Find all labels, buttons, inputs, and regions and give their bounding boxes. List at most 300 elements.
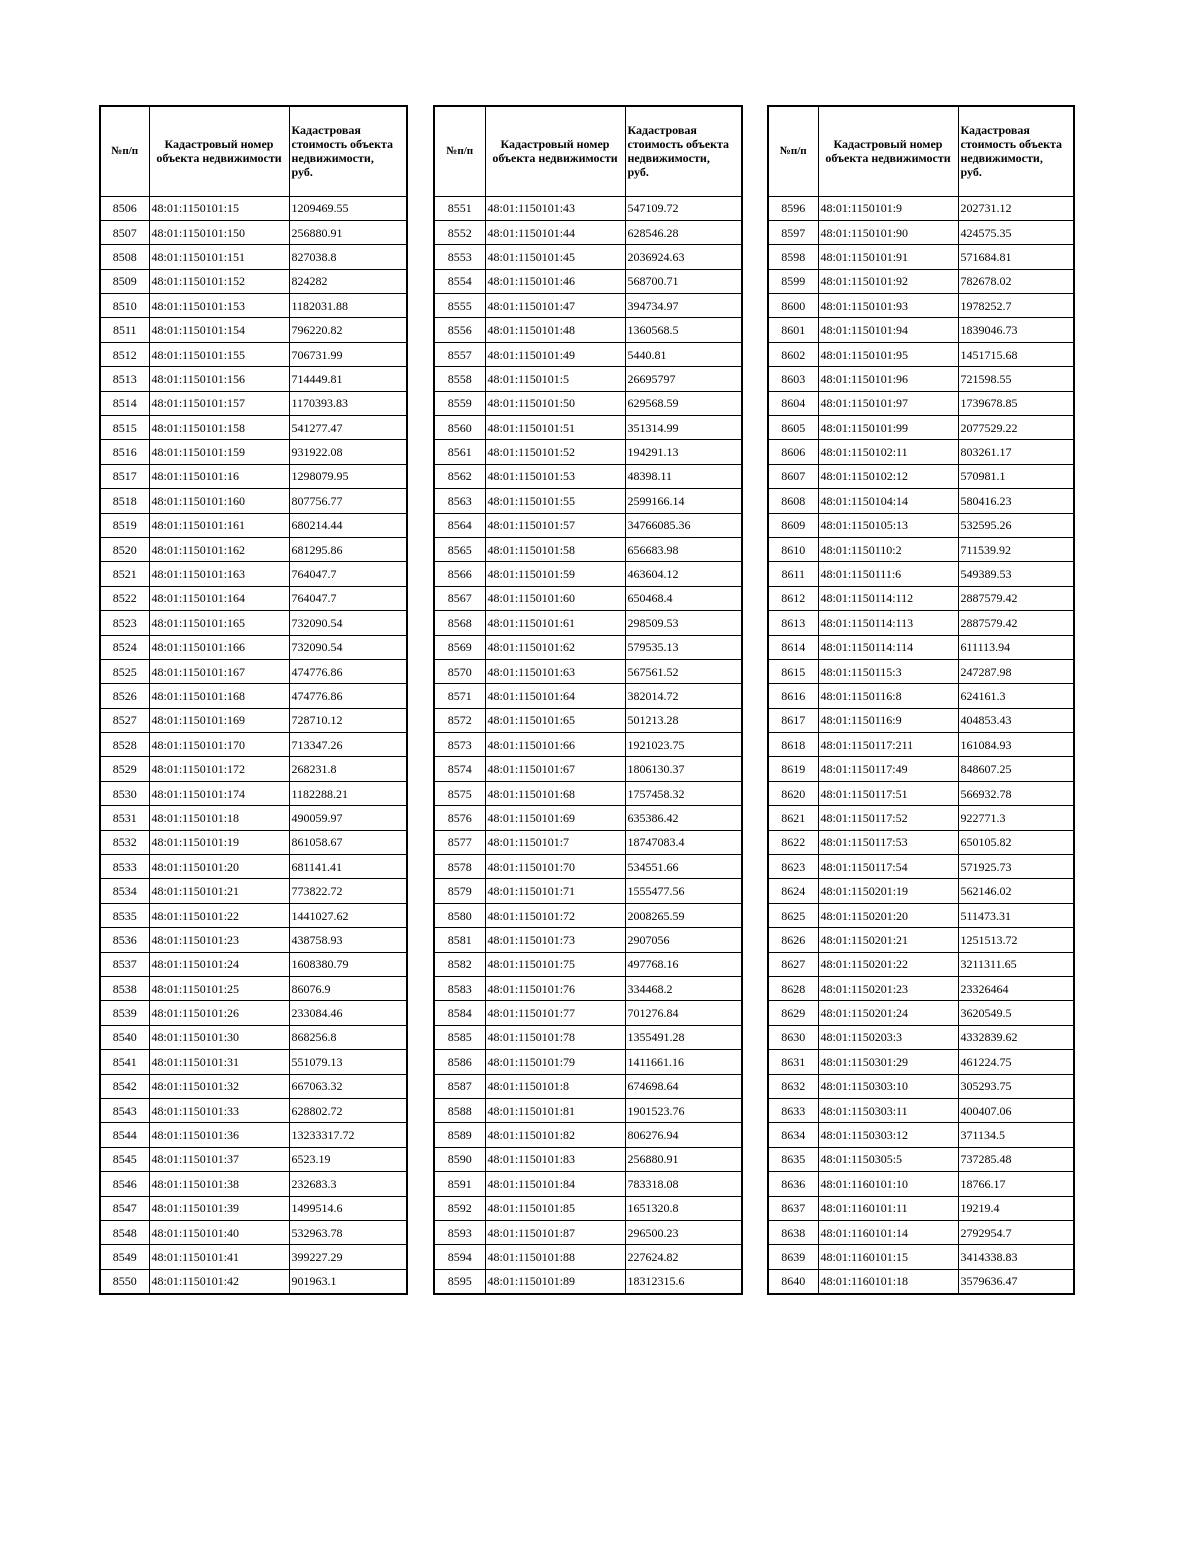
cadastral-cost-cell: 256880.91 [289, 220, 407, 244]
row-number-cell: 8528 [100, 733, 149, 757]
row-number-cell: 8527 [100, 708, 149, 732]
cadastral-number-cell: 48:01:1150101:165 [149, 611, 289, 635]
cadastral-cost-cell: 371134.5 [958, 1123, 1074, 1147]
cadastral-number-cell: 48:01:1150101:150 [149, 220, 289, 244]
table-row [434, 903, 742, 927]
cadastral-cost-cell: 3414338.83 [958, 1245, 1074, 1269]
row-number-cell: 8552 [434, 220, 485, 244]
cadastral-number-cell: 48:01:1150201:23 [818, 977, 958, 1001]
cadastral-cost-cell: 2887579.42 [958, 611, 1074, 635]
table-row [768, 537, 1074, 561]
table-row [768, 806, 1074, 830]
row-number-cell: 8581 [434, 928, 485, 952]
table-body [100, 196, 407, 1294]
header-line: Кадастровый номер [164, 137, 274, 152]
table-row [434, 1245, 742, 1269]
table-row [768, 245, 1074, 269]
table-row [768, 342, 1074, 366]
cadastral-number-cell: 48:01:1150101:57 [485, 513, 625, 537]
cadastral-number-cell: 48:01:1150101:15 [149, 196, 289, 220]
cadastral-cost-cell: 567561.52 [625, 659, 742, 683]
cadastral-cost-cell: 474776.86 [289, 684, 407, 708]
cadastral-number-cell: 48:01:1150114:112 [818, 586, 958, 610]
cadastral-cost-cell: 650105.82 [958, 830, 1074, 854]
cadastral-cost-cell: 232683.3 [289, 1172, 407, 1196]
cadastral-cost-cell: 382014.72 [625, 684, 742, 708]
row-number-cell: 8630 [768, 1025, 818, 1049]
table-row [434, 342, 742, 366]
header-line: недвижимости, [960, 151, 1043, 166]
row-number-cell: 8566 [434, 562, 485, 586]
table-row [768, 781, 1074, 805]
table-row [768, 635, 1074, 659]
row-number-cell: 8507 [100, 220, 149, 244]
table-row [100, 318, 407, 342]
header-row [100, 106, 407, 196]
cadastral-cost-cell: 1360568.5 [625, 318, 742, 342]
row-number-cell: 8508 [100, 245, 149, 269]
row-number-cell: 8506 [100, 196, 149, 220]
table-row [434, 1220, 742, 1244]
table-row [768, 1269, 1074, 1293]
table-row [434, 635, 742, 659]
cadastral-number-cell: 48:01:1150101:159 [149, 440, 289, 464]
row-number-cell: 8547 [100, 1196, 149, 1220]
cadastral-cost-cell: 501213.28 [625, 708, 742, 732]
cadastral-cost-cell: 570981.1 [958, 464, 1074, 488]
cadastral-cost-cell: 547109.72 [625, 196, 742, 220]
cadastral-cost-cell: 611113.94 [958, 635, 1074, 659]
table-row [768, 294, 1074, 318]
cadastral-cost-cell: 728710.12 [289, 708, 407, 732]
cadastral-number-cell: 48:01:1150201:22 [818, 952, 958, 976]
header-line: Кадастровый номер [833, 137, 943, 152]
table-row [434, 1269, 742, 1293]
table-row [768, 1123, 1074, 1147]
header-line: Кадастровый номер [500, 137, 610, 152]
cadastral-number-cell: 48:01:1150101:9 [818, 196, 958, 220]
cadastral-number-cell: 48:01:1150101:85 [485, 1196, 625, 1220]
row-number-cell: 8571 [434, 684, 485, 708]
cadastral-cost-cell: 628802.72 [289, 1098, 407, 1122]
header-cadastral-cost [289, 106, 407, 196]
row-number-cell: 8588 [434, 1098, 485, 1122]
row-number-cell: 8535 [100, 903, 149, 927]
row-number-cell: 8523 [100, 611, 149, 635]
cadastral-number-cell: 48:01:1150101:82 [485, 1123, 625, 1147]
cadastral-number-cell: 48:01:1150101:52 [485, 440, 625, 464]
cadastral-number-cell: 48:01:1150201:21 [818, 928, 958, 952]
row-number-cell: 8624 [768, 879, 818, 903]
row-number-cell: 8569 [434, 635, 485, 659]
cadastral-cost-cell: 549389.53 [958, 562, 1074, 586]
header-row-number: №п/п [768, 106, 818, 196]
table-row [100, 611, 407, 635]
cadastral-number-cell: 48:01:1150101:84 [485, 1172, 625, 1196]
cadastral-number-cell: 48:01:1150101:7 [485, 830, 625, 854]
table-row [768, 220, 1074, 244]
cadastral-cost-cell: 681141.41 [289, 855, 407, 879]
cadastral-number-cell: 48:01:1150101:172 [149, 757, 289, 781]
cadastral-number-cell: 48:01:1150101:42 [149, 1269, 289, 1293]
row-number-cell: 8605 [768, 416, 818, 440]
table-row [768, 1074, 1074, 1098]
row-number-cell: 8570 [434, 659, 485, 683]
cadastral-cost-cell: 656683.98 [625, 537, 742, 561]
cadastral-number-cell: 48:01:1150101:41 [149, 1245, 289, 1269]
row-number-cell: 8604 [768, 391, 818, 415]
cadastral-number-cell: 48:01:1150101:36 [149, 1123, 289, 1147]
cadastral-number-cell: 48:01:1150101:96 [818, 367, 958, 391]
cadastral-cost-cell: 1411661.16 [625, 1050, 742, 1074]
cadastral-cost-cell: 1209469.55 [289, 196, 407, 220]
table-row [434, 830, 742, 854]
cadastral-number-cell: 48:01:1150101:53 [485, 464, 625, 488]
row-number-cell: 8611 [768, 562, 818, 586]
row-number-cell: 8545 [100, 1147, 149, 1171]
row-number-cell: 8579 [434, 879, 485, 903]
row-number-cell: 8534 [100, 879, 149, 903]
cadastral-number-cell: 48:01:1160101:10 [818, 1172, 958, 1196]
row-number-cell: 8526 [100, 684, 149, 708]
cadastral-cost-cell: 4332839.62 [958, 1025, 1074, 1049]
header-cadastral-number [149, 106, 289, 196]
row-number-cell: 8632 [768, 1074, 818, 1098]
cadastral-cost-cell: 629568.59 [625, 391, 742, 415]
cadastral-cost-cell: 202731.12 [958, 196, 1074, 220]
cadastral-cost-cell: 19219.4 [958, 1196, 1074, 1220]
row-number-cell: 8610 [768, 537, 818, 561]
table-row [768, 903, 1074, 927]
table-row [434, 1001, 742, 1025]
row-number-cell: 8584 [434, 1001, 485, 1025]
table-row [768, 1245, 1074, 1269]
table-row [100, 367, 407, 391]
cadastral-cost-cell: 732090.54 [289, 611, 407, 635]
cadastral-number-cell: 48:01:1150117:211 [818, 733, 958, 757]
row-number-cell: 8513 [100, 367, 149, 391]
cadastral-number-cell: 48:01:1150114:114 [818, 635, 958, 659]
cadastral-cost-cell: 901963.1 [289, 1269, 407, 1293]
cadastral-cost-cell: 86076.9 [289, 977, 407, 1001]
cadastral-cost-cell: 5440.81 [625, 342, 742, 366]
header-line: стоимость объекта [960, 137, 1063, 152]
table-row [100, 1269, 407, 1293]
table-row [100, 708, 407, 732]
cadastral-cost-cell: 1182031.88 [289, 294, 407, 318]
cadastral-number-cell: 48:01:1150101:153 [149, 294, 289, 318]
cadastral-number-cell: 48:01:1150101:81 [485, 1098, 625, 1122]
row-number-cell: 8518 [100, 489, 149, 513]
cadastral-cost-cell: 161084.93 [958, 733, 1074, 757]
cadastral-cost-cell: 490059.97 [289, 806, 407, 830]
table-row [100, 1001, 407, 1025]
cadastral-cost-cell: 268231.8 [289, 757, 407, 781]
row-number-cell: 8572 [434, 708, 485, 732]
cadastral-cost-cell: 334468.2 [625, 977, 742, 1001]
table-row [768, 367, 1074, 391]
row-number-cell: 8598 [768, 245, 818, 269]
table-row [434, 977, 742, 1001]
table-row [768, 1172, 1074, 1196]
row-number-cell: 8631 [768, 1050, 818, 1074]
cadastral-number-cell: 48:01:1150101:67 [485, 757, 625, 781]
row-number-cell: 8562 [434, 464, 485, 488]
table-row [100, 781, 407, 805]
cadastral-number-cell: 48:01:1150101:94 [818, 318, 958, 342]
header-line: стоимость объекта [291, 137, 394, 152]
row-number-cell: 8541 [100, 1050, 149, 1074]
cadastral-number-cell: 48:01:1150101:156 [149, 367, 289, 391]
cadastral-cost-cell: 13233317.72 [289, 1123, 407, 1147]
cadastral-cost-cell: 424575.35 [958, 220, 1074, 244]
cadastral-number-cell: 48:01:1150101:24 [149, 952, 289, 976]
table-row [100, 537, 407, 561]
row-number-cell: 8622 [768, 830, 818, 854]
cadastral-cost-cell: 796220.82 [289, 318, 407, 342]
header-line: Кадастровая [960, 123, 1030, 138]
cadastral-number-cell: 48:01:1150101:77 [485, 1001, 625, 1025]
cadastral-number-cell: 48:01:1150305:5 [818, 1147, 958, 1171]
cadastral-cost-cell: 824282 [289, 269, 407, 293]
cadastral-number-cell: 48:01:1150101:151 [149, 245, 289, 269]
table-row [100, 928, 407, 952]
cadastral-cost-cell: 1901523.76 [625, 1098, 742, 1122]
table-row [434, 733, 742, 757]
table-row [434, 806, 742, 830]
cadastral-cost-cell: 1451715.68 [958, 342, 1074, 366]
row-number-cell: 8514 [100, 391, 149, 415]
cadastral-number-cell: 48:01:1150101:155 [149, 342, 289, 366]
table-row [434, 464, 742, 488]
cadastral-number-cell: 48:01:1150117:52 [818, 806, 958, 830]
table-row [768, 1196, 1074, 1220]
cadastral-number-cell: 48:01:1150101:72 [485, 903, 625, 927]
row-number-cell: 8553 [434, 245, 485, 269]
row-number-cell: 8533 [100, 855, 149, 879]
table-row [434, 659, 742, 683]
table-row [768, 1220, 1074, 1244]
cadastral-cost-cell: 1555477.56 [625, 879, 742, 903]
table-row [100, 855, 407, 879]
cadastral-cost-cell: 305293.75 [958, 1074, 1074, 1098]
cadastral-number-cell: 48:01:1150101:18 [149, 806, 289, 830]
cadastral-number-cell: 48:01:1150117:51 [818, 781, 958, 805]
cadastral-number-cell: 48:01:1150101:22 [149, 903, 289, 927]
cadastral-number-cell: 48:01:1150101:60 [485, 586, 625, 610]
cadastral-number-cell: 48:01:1150101:68 [485, 781, 625, 805]
cadastral-number-cell: 48:01:1150102:11 [818, 440, 958, 464]
cadastral-cost-cell: 296500.23 [625, 1220, 742, 1244]
table-row [434, 1050, 742, 1074]
cadastral-table-3 [767, 105, 1075, 1295]
table-row [100, 1196, 407, 1220]
cadastral-number-cell: 48:01:1150101:71 [485, 879, 625, 903]
table-row [434, 1074, 742, 1098]
cadastral-number-cell: 48:01:1150101:157 [149, 391, 289, 415]
cadastral-number-cell: 48:01:1150101:92 [818, 269, 958, 293]
row-number-cell: 8556 [434, 318, 485, 342]
table-row [434, 1196, 742, 1220]
cadastral-cost-cell: 511473.31 [958, 903, 1074, 927]
cadastral-cost-cell: 680214.44 [289, 513, 407, 537]
cadastral-cost-cell: 2077529.22 [958, 416, 1074, 440]
cadastral-number-cell: 48:01:1150101:161 [149, 513, 289, 537]
header-row [434, 106, 742, 196]
row-number-cell: 8616 [768, 684, 818, 708]
row-number-cell: 8587 [434, 1074, 485, 1098]
cadastral-number-cell: 48:01:1150303:11 [818, 1098, 958, 1122]
row-number-cell: 8625 [768, 903, 818, 927]
cadastral-cost-cell: 2887579.42 [958, 586, 1074, 610]
row-number-cell: 8561 [434, 440, 485, 464]
cadastral-cost-cell: 667063.32 [289, 1074, 407, 1098]
header-line: объекта недвижимости [825, 151, 951, 166]
cadastral-number-cell: 48:01:1150101:174 [149, 781, 289, 805]
cadastral-cost-cell: 461224.75 [958, 1050, 1074, 1074]
table-body [434, 196, 742, 1294]
table-row [434, 294, 742, 318]
cadastral-number-cell: 48:01:1150101:66 [485, 733, 625, 757]
table-row [434, 952, 742, 976]
table-row [768, 659, 1074, 683]
cadastral-number-cell: 48:01:1150111:6 [818, 562, 958, 586]
table-row [434, 513, 742, 537]
row-number-cell: 8540 [100, 1025, 149, 1049]
table-row [768, 855, 1074, 879]
table-row [768, 562, 1074, 586]
cadastral-cost-cell: 764047.7 [289, 562, 407, 586]
header-row-number: №п/п [434, 106, 485, 196]
row-number-cell: 8636 [768, 1172, 818, 1196]
table-row [768, 416, 1074, 440]
row-number-cell: 8568 [434, 611, 485, 635]
table-body [768, 196, 1074, 1294]
table-row [434, 684, 742, 708]
row-number-cell: 8557 [434, 342, 485, 366]
cadastral-cost-cell: 579535.13 [625, 635, 742, 659]
table-row [768, 1050, 1074, 1074]
cadastral-cost-cell: 562146.02 [958, 879, 1074, 903]
row-number-cell: 8546 [100, 1172, 149, 1196]
cadastral-cost-cell: 737285.48 [958, 1147, 1074, 1171]
cadastral-cost-cell: 1651320.8 [625, 1196, 742, 1220]
cadastral-cost-cell: 194291.13 [625, 440, 742, 464]
row-number-cell: 8628 [768, 977, 818, 1001]
cadastral-number-cell: 48:01:1150116:9 [818, 708, 958, 732]
cadastral-number-cell: 48:01:1150101:152 [149, 269, 289, 293]
table-row [100, 464, 407, 488]
cadastral-number-cell: 48:01:1150101:25 [149, 977, 289, 1001]
cadastral-number-cell: 48:01:1150116:8 [818, 684, 958, 708]
table-row [100, 269, 407, 293]
cadastral-cost-cell: 34766085.36 [625, 513, 742, 537]
row-number-cell: 8639 [768, 1245, 818, 1269]
row-number-cell: 8638 [768, 1220, 818, 1244]
row-number-cell: 8623 [768, 855, 818, 879]
cadastral-number-cell: 48:01:1150101:158 [149, 416, 289, 440]
table-row [434, 318, 742, 342]
row-number-cell: 8614 [768, 635, 818, 659]
cadastral-number-cell: 48:01:1150101:51 [485, 416, 625, 440]
table-row [434, 928, 742, 952]
table-row [100, 1025, 407, 1049]
table-row [434, 416, 742, 440]
cadastral-number-cell: 48:01:1150101:37 [149, 1147, 289, 1171]
table-header [768, 106, 1074, 196]
cadastral-number-cell: 48:01:1150101:5 [485, 367, 625, 391]
cadastral-number-cell: 48:01:1150301:29 [818, 1050, 958, 1074]
cadastral-number-cell: 48:01:1150101:40 [149, 1220, 289, 1244]
cadastral-cost-cell: 2792954.7 [958, 1220, 1074, 1244]
cadastral-cost-cell: 18766.17 [958, 1172, 1074, 1196]
row-number-cell: 8576 [434, 806, 485, 830]
row-number-cell: 8609 [768, 513, 818, 537]
cadastral-number-cell: 48:01:1150101:21 [149, 879, 289, 903]
row-number-cell: 8551 [434, 196, 485, 220]
table-row [434, 440, 742, 464]
table-row [434, 1172, 742, 1196]
row-number-cell: 8635 [768, 1147, 818, 1171]
cadastral-table-1 [99, 105, 408, 1295]
cadastral-cost-cell: 400407.06 [958, 1098, 1074, 1122]
table-row [100, 562, 407, 586]
table-row [434, 586, 742, 610]
row-number-cell: 8515 [100, 416, 149, 440]
table-row [434, 611, 742, 635]
cadastral-number-cell: 48:01:1150203:3 [818, 1025, 958, 1049]
cadastral-number-cell: 48:01:1150110:2 [818, 537, 958, 561]
table-row [768, 952, 1074, 976]
row-number-cell: 8511 [100, 318, 149, 342]
table-row [434, 781, 742, 805]
row-number-cell: 8589 [434, 1123, 485, 1147]
cadastral-number-cell: 48:01:1150101:65 [485, 708, 625, 732]
cadastral-number-cell: 48:01:1150101:167 [149, 659, 289, 683]
cadastral-cost-cell: 650468.4 [625, 586, 742, 610]
table-row [100, 1245, 407, 1269]
row-number-cell: 8529 [100, 757, 149, 781]
cadastral-cost-cell: 256880.91 [625, 1147, 742, 1171]
row-number-cell: 8537 [100, 952, 149, 976]
cadastral-number-cell: 48:01:1150303:10 [818, 1074, 958, 1098]
table-row [768, 196, 1074, 220]
cadastral-cost-cell: 701276.84 [625, 1001, 742, 1025]
row-number-cell: 8634 [768, 1123, 818, 1147]
row-number-cell: 8524 [100, 635, 149, 659]
cadastral-number-cell: 48:01:1150101:45 [485, 245, 625, 269]
cadastral-cost-cell: 1608380.79 [289, 952, 407, 976]
row-number-cell: 8531 [100, 806, 149, 830]
cadastral-number-cell: 48:01:1150101:62 [485, 635, 625, 659]
row-number-cell: 8536 [100, 928, 149, 952]
row-number-cell: 8619 [768, 757, 818, 781]
table-row [100, 220, 407, 244]
cadastral-number-cell: 48:01:1150101:93 [818, 294, 958, 318]
cadastral-cost-cell: 233084.46 [289, 1001, 407, 1025]
table-row [434, 708, 742, 732]
cadastral-cost-cell: 714449.81 [289, 367, 407, 391]
row-number-cell: 8626 [768, 928, 818, 952]
cadastral-number-cell: 48:01:1150101:55 [485, 489, 625, 513]
cadastral-number-cell: 48:01:1150117:54 [818, 855, 958, 879]
table-row [100, 977, 407, 1001]
cadastral-number-cell: 48:01:1150101:75 [485, 952, 625, 976]
row-number-cell: 8600 [768, 294, 818, 318]
cadastral-number-cell: 48:01:1150101:168 [149, 684, 289, 708]
row-number-cell: 8607 [768, 464, 818, 488]
cadastral-cost-cell: 1739678.85 [958, 391, 1074, 415]
